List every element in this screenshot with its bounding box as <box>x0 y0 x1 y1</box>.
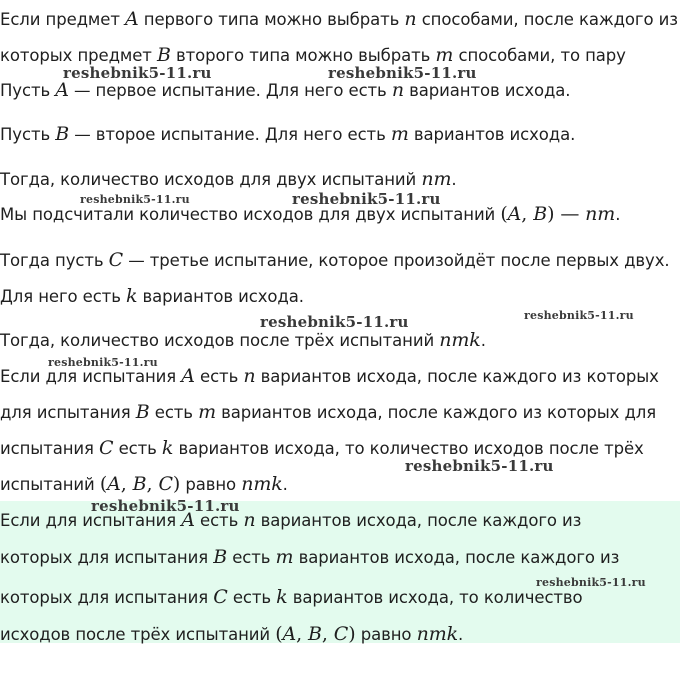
math-var: m <box>390 123 409 145</box>
math-expr: nm <box>421 168 452 190</box>
text: есть <box>227 588 277 607</box>
text: для испытания <box>0 403 136 422</box>
highlight-line-4 <box>0 623 463 646</box>
text: вариантов исхода, то количество <box>287 588 583 607</box>
watermark: reshebnik5-11.ru <box>63 64 212 82</box>
text: Мы подсчитали количество исходов для двух испытаний <box>0 205 501 224</box>
conclusion-line-2 <box>0 401 656 424</box>
math-expr: nm <box>585 203 616 225</box>
text: . <box>451 170 457 189</box>
math-var: A <box>55 79 69 101</box>
math-var: k <box>161 437 174 459</box>
math-dash: — <box>554 203 586 225</box>
text: вариантов исхода, после каждого из которых для <box>216 403 657 422</box>
math-var: A <box>181 509 195 531</box>
text: вариантов исхода. <box>403 81 571 100</box>
math-comma: , <box>146 473 159 495</box>
text: есть <box>113 439 162 458</box>
text: — третье испытание, которое произойдёт после первых двух. <box>123 251 670 270</box>
math-comma: , <box>521 203 534 225</box>
math-paren: ( <box>500 203 508 225</box>
watermark: reshebnik5-11.ru <box>524 309 634 322</box>
text: вариантов исхода, после каждого из которых <box>255 367 659 386</box>
watermark: reshebnik5-11.ru <box>328 64 477 82</box>
text: вариантов исхода, после каждого из <box>293 548 620 567</box>
highlight-line-3 <box>0 586 583 609</box>
text: равно <box>180 475 242 494</box>
math-paren: ( <box>99 473 108 495</box>
text: второго типа можно выбрать <box>170 46 436 65</box>
math-var: C <box>99 437 114 459</box>
math-expr: nmk <box>439 329 481 351</box>
math-var: n <box>404 8 417 30</box>
math-var: m <box>275 546 294 568</box>
watermark: reshebnik5-11.ru <box>536 576 646 589</box>
watermark: reshebnik5-11.ru <box>91 497 240 515</box>
text: Пусть <box>0 81 56 100</box>
math-var: B <box>308 623 322 645</box>
math-var: n <box>391 79 404 101</box>
text: . <box>480 331 486 350</box>
text: . <box>282 475 288 494</box>
watermark: reshebnik5-11.ru <box>48 356 158 369</box>
text: которых для испытания <box>0 588 214 607</box>
step-3 <box>0 168 457 191</box>
text: первого типа можно выбрать <box>138 10 405 29</box>
math-var: B <box>213 546 228 568</box>
text: вариантов исхода, после каждого из <box>255 511 582 530</box>
math-var: B <box>533 203 548 225</box>
text: Если для испытания <box>0 367 182 386</box>
math-var: k <box>125 285 138 307</box>
text: вариантов исхода. <box>137 287 304 306</box>
math-paren: ( <box>275 623 283 645</box>
math-comma: , <box>296 623 309 645</box>
math-var: A <box>507 203 522 225</box>
math-comma: , <box>120 473 133 495</box>
math-var: B <box>156 44 171 66</box>
text: Для него есть <box>0 287 126 306</box>
text: есть <box>194 511 244 530</box>
text: способами, то пару <box>453 46 626 65</box>
math-comma: , <box>321 623 334 645</box>
text: вариантов исхода. <box>408 125 576 144</box>
math-var: n <box>243 365 256 387</box>
text: — первое испытание. Для него есть <box>68 81 392 100</box>
watermark: reshebnik5-11.ru <box>292 190 441 208</box>
step-5 <box>0 249 670 272</box>
text: Пусть <box>0 125 56 144</box>
text: испытания <box>0 439 100 458</box>
text: исходов после трёх испытаний <box>0 625 276 644</box>
math-var: C <box>158 473 173 495</box>
text: Если для испытания <box>0 511 182 530</box>
math-var: C <box>108 249 124 271</box>
step-2 <box>0 123 575 146</box>
step-7 <box>0 329 486 352</box>
math-var: B <box>55 123 70 145</box>
math-expr: nmk <box>241 473 283 495</box>
math-var: A <box>107 473 121 495</box>
math-var: B <box>132 473 147 495</box>
text: Тогда пусть <box>0 251 109 270</box>
conclusion-line-4 <box>0 473 288 496</box>
text: Тогда, количество исходов после трёх испытаний <box>0 331 440 350</box>
highlight-line-2 <box>0 546 619 569</box>
text: равно <box>355 625 417 644</box>
text: есть <box>194 367 244 386</box>
text: Если предмет <box>0 10 125 29</box>
text: которых для испытания <box>0 548 214 567</box>
watermark: reshebnik5-11.ru <box>260 313 409 331</box>
text: . <box>615 205 621 224</box>
text: вариантов исхода, то количество исходов после трёх <box>173 439 644 458</box>
math-var: A <box>282 623 297 645</box>
math-var: C <box>213 586 228 608</box>
text: способами, после каждого из <box>416 10 678 29</box>
text: Тогда, количество исходов для двух испытаний <box>0 170 422 189</box>
watermark: reshebnik5-11.ru <box>80 193 190 206</box>
text: — второе испытание. Для него есть <box>69 125 391 144</box>
math-var: B <box>135 401 150 423</box>
math-var: m <box>198 401 216 423</box>
highlight-line-1 <box>0 509 581 532</box>
text: есть <box>227 548 276 567</box>
text: испытаний <box>0 475 100 494</box>
intro-line-1 <box>0 8 678 31</box>
text: . <box>458 625 464 644</box>
watermark: reshebnik5-11.ru <box>405 457 554 475</box>
math-var: C <box>333 623 349 645</box>
text: есть <box>149 403 199 422</box>
math-paren: ) <box>547 203 555 225</box>
math-expr: nmk <box>416 623 459 645</box>
math-var: n <box>243 509 256 531</box>
step-1 <box>0 79 570 102</box>
math-var: m <box>435 44 454 66</box>
text: которых предмет <box>0 46 157 65</box>
math-var: k <box>276 586 288 608</box>
step-6 <box>0 285 304 308</box>
math-paren: ) <box>172 473 181 495</box>
math-paren: ) <box>348 623 356 645</box>
math-var: A <box>125 8 139 30</box>
math-var: A <box>181 365 195 387</box>
